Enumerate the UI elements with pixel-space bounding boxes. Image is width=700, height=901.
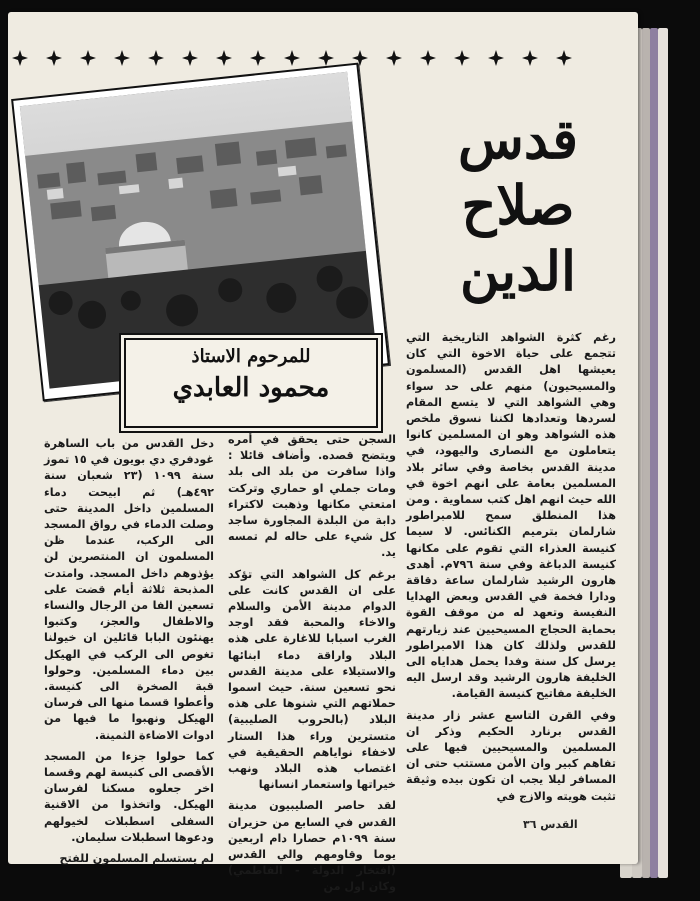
paragraph: لم يستسلم المسلمون للفتح xyxy=(59,852,214,866)
ornament-icon xyxy=(80,50,96,66)
ornament-icon xyxy=(216,50,232,66)
paragraph: وفي القرن التاسع عشر زار مدينة القدس برنارد الحكيم وذكر ان المسلمين والمسيحيين فيها على تفاهم كبير وان الأمن مستتب حتى ان المسافر ليلا يجب ان تكون بيده وثيقة تثبت هويته والازج في xyxy=(406,708,616,803)
article-column-right xyxy=(406,330,616,810)
headline-line-3: الدين xyxy=(460,239,576,303)
ornament-icon xyxy=(182,50,198,66)
article-headline xyxy=(438,107,598,312)
magazine-page xyxy=(8,12,638,894)
paragraph: لقد حاصر الصليبيون مدينة القدس في السابع من حزيران سنة ١٠٩٩م حصارا دام اربعين يوما وقاومهم والي القدس (افتخار الدولة - الفاطمي) وكان اول من xyxy=(228,799,397,894)
paragraph: السجن حتى يحقق في أمره ويتضح قصده. وأضاف قائلا : واذا سافرت من بلد الى بلد ومات جملي او حماري وتركت امتعتي مكانها وذهبت لاكتراء دابة من البلدة المجاورة ساجد كل شيء على حاله لم تمسه يد. xyxy=(228,433,396,560)
page-footer: القدس ٣٦ xyxy=(523,818,578,831)
headline-line-2: صلاح xyxy=(461,173,575,237)
ornament-icon xyxy=(454,50,470,66)
author-prefix: للمرحوم الاستاذ xyxy=(191,346,311,367)
ornament-icon xyxy=(420,50,436,66)
paragraph: دخل القدس من باب الساهرة غودفري دي بويون في ١٥ تموز سنة ١٠٩٩ (٢٣ شعبان سنة ٤٩٢هـ) ثم ابيحت دماء المسلمين داخل المدينة حتى وصلت الدماء في رواق المسجد الى الركب، عندما ظن المسلمون ان المنتصرين لن يؤذوهم داخل المسجد. وامتدت المذبحة ثلاثة أيام قضت على تسعين الفا من الرجال والنساء والاطفال والعجز، وكتبوا يهنئون البابا قائلين ان خيولنا تغوص الى الركب في الهيكل بين دماء المسلمين. وحولوا قبة الصخرة الى كنيسة. وأعطوا قسما منها الى فرسان الهيكل ونهبوا ما فيها من ادوات الاضاءة الثمينة. xyxy=(44,437,215,742)
ornament-icon xyxy=(488,50,504,66)
paragraph: برغم كل الشواهد التي تؤكد على ان القدس كانت على الدوام مدينة الأمن والسلام والاخاء والمحبة فقد اوجد الغرب اسبابا للاغارة على هذه البلاد واراقة دماء ابنائها والاستيلاء على مدينة القدس نحو تسعين سنة. حيث اسموا حملاتهم التي شنوها على هذه البلاد (بالحروب الصليبية) متسترين وراء هذا الستار لاخفاء نواياهم الحقيقية في اغتصاب هذه البلاد ونهب خيراتها واستعمار انسانها xyxy=(228,567,396,792)
ornament-icon xyxy=(386,50,402,66)
author-box xyxy=(124,338,378,428)
article-column-middle xyxy=(228,432,396,901)
headline-line-1: قدس xyxy=(457,107,579,171)
ornament-icon xyxy=(250,50,266,66)
ornament-icon xyxy=(318,50,334,66)
paragraph: كما حولوا جزءا من المسجد الأقصى الى كنيسة لهم وقسما اخر جعلوه مسكنا لفرسان الهيكل. واتخذوا من الاقنية السفلى اسطبلات لخيولهم ودعوها اسطبلات سليمان. xyxy=(44,749,214,844)
ornament-icon xyxy=(284,50,300,66)
article-column-left xyxy=(44,436,214,872)
ornament-icon xyxy=(46,50,62,66)
ornament-icon xyxy=(148,50,164,66)
ornament-icon xyxy=(114,50,130,66)
author-name: محمود العابدي xyxy=(172,373,330,403)
paragraph: رغم كثرة الشواهد التاريخية التي تتجمع على حياة الاخوة التي كان يعيشها اهل القدس (المسلمون والمسيحيون) منهم على حد سواء وهي الشواهد التي لا يتسع المقام لسردها وتعدادها لكننا نسوق ملخص هذه الشواهد وهو ان المسلمين كانوا يتعاملون مع النصارى واليهود، في مدينة القدس بخاصة وفي سائر بلاد المسلمين بعامة على انهم اخوة في الله حيث انهم اهل كتب سماوية . ومن هذا المنطلق سمح للامبراطور شارلمان بترميم الكنائس. لا سيما كنيسة العذراء التي تقوم على مكانها كنيسة الدباغة وفي سنة ٧٩٦م. أهدى هارون الرشيد شارلمان ساعة دقاقة ودارا فخمة في القدس وبعض الهدايا النفيسة وتعهد له من موقف القوة بحماية الحجاج المسيحيين عند زيارتهم للقدس ولذلك كان هذا الامبراطور يرسل كل سنة وفدا يحمل هداياه الى الخليفة هارون الرشيد وقد ارسل اليه الخليفة مفاتيح كنيسة القيامة. xyxy=(406,331,616,701)
ornament-icon xyxy=(522,50,538,66)
ornament-icon xyxy=(556,50,572,66)
ornament-icon xyxy=(12,50,28,66)
